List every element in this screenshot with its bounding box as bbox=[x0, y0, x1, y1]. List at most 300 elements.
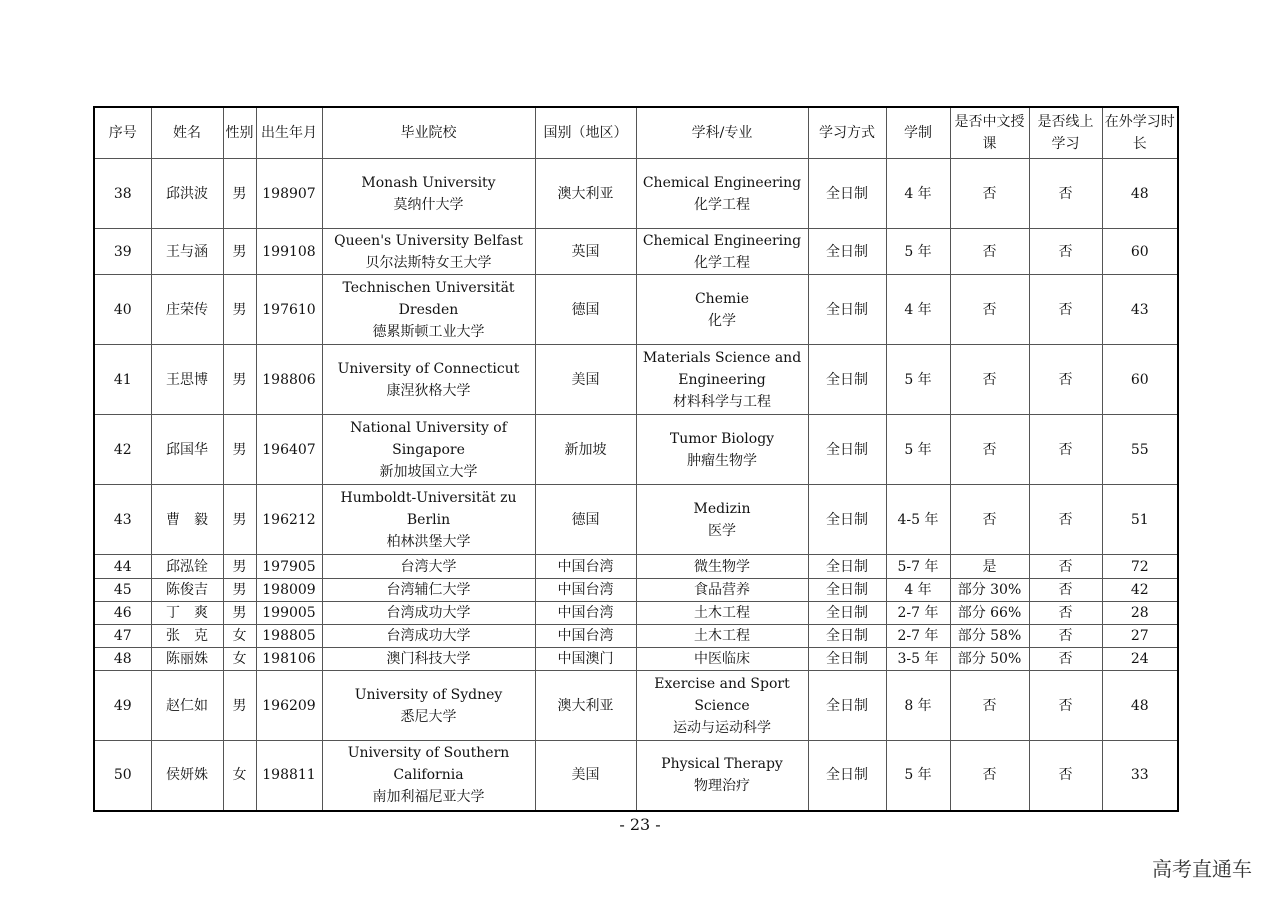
cell-months bbox=[1102, 625, 1178, 648]
cell-gender bbox=[223, 625, 256, 648]
cell-line: 男 bbox=[232, 371, 247, 388]
cell-line: 中国台湾 bbox=[557, 628, 614, 644]
cell-chinese bbox=[950, 602, 1029, 625]
cell-duration bbox=[886, 229, 950, 275]
header-country bbox=[535, 107, 636, 159]
cell-online bbox=[1029, 415, 1102, 485]
cell-line: 美国 bbox=[571, 371, 600, 388]
cell-major bbox=[636, 648, 808, 671]
cell-line: 中国台湾 bbox=[557, 582, 614, 598]
cell-gender bbox=[223, 602, 256, 625]
cell-duration bbox=[886, 625, 950, 648]
cell-school bbox=[322, 741, 535, 811]
cell-line: 女 bbox=[232, 651, 247, 667]
cell-line: 中医临床 bbox=[694, 651, 750, 667]
cell-school bbox=[322, 229, 535, 275]
cell-major bbox=[636, 275, 808, 345]
data-table bbox=[93, 106, 1179, 812]
cell-line: 土木工程 bbox=[694, 605, 750, 621]
cell-name bbox=[151, 275, 223, 345]
cell-chinese bbox=[950, 648, 1029, 671]
cell-line: 曹 毅 bbox=[166, 511, 208, 528]
cell-line: 在外学 bbox=[1104, 114, 1147, 130]
cell-major bbox=[636, 671, 808, 741]
cell-line: 毕业院校 bbox=[400, 125, 457, 141]
cell-line: 英国 bbox=[571, 243, 600, 260]
cell-line: 否 bbox=[1058, 605, 1073, 621]
cell-mode bbox=[808, 648, 886, 671]
cell-duration bbox=[886, 648, 950, 671]
cell-line: 肿瘤生物学 bbox=[687, 452, 757, 469]
cell-line: 否 bbox=[1058, 185, 1073, 202]
cell-line: 南加利福尼亚大学 bbox=[372, 789, 485, 806]
cell-line: 全日制 bbox=[826, 582, 868, 598]
cell-line: 王思博 bbox=[166, 371, 208, 388]
cell-line: 199108 bbox=[262, 243, 316, 260]
cell-birth bbox=[256, 741, 322, 811]
cell-line: 化学工程 bbox=[694, 254, 750, 271]
cell-line: 中国台湾 bbox=[557, 605, 614, 621]
cell-line: University of Sydney bbox=[354, 686, 503, 703]
cell-line: 4 年 bbox=[904, 185, 932, 202]
cell-line: Singapore bbox=[392, 441, 465, 458]
cell-no bbox=[94, 741, 151, 811]
cell-major bbox=[636, 485, 808, 555]
table-row bbox=[94, 555, 1178, 579]
header-birth bbox=[256, 107, 322, 159]
cell-school bbox=[322, 555, 535, 579]
cell-line: Tumor Biology bbox=[669, 430, 775, 447]
cell-line: Queen's University Belfast bbox=[334, 232, 523, 249]
cell-country bbox=[535, 555, 636, 579]
cell-months bbox=[1102, 671, 1178, 741]
cell-line: 50 bbox=[113, 767, 132, 784]
cell-line: 46 bbox=[113, 605, 132, 621]
cell-line: 台湾大学 bbox=[400, 558, 457, 575]
cell-months bbox=[1102, 229, 1178, 275]
cell-line: 5 年 bbox=[904, 767, 932, 784]
cell-country bbox=[535, 159, 636, 229]
cell-no bbox=[94, 159, 151, 229]
cell-line: 199005 bbox=[262, 605, 316, 621]
cell-line: 47 bbox=[113, 628, 132, 644]
cell-line: 198009 bbox=[262, 582, 316, 598]
cell-line: 4-5 年 bbox=[897, 511, 939, 528]
table-row bbox=[94, 485, 1178, 555]
cell-major bbox=[636, 415, 808, 485]
table-row bbox=[94, 229, 1178, 275]
cell-line: 否 bbox=[1058, 243, 1073, 260]
cell-line: 微生物学 bbox=[694, 558, 750, 575]
cell-line: 全日制 bbox=[826, 558, 868, 575]
table-row bbox=[94, 345, 1178, 415]
cell-birth bbox=[256, 415, 322, 485]
cell-gender bbox=[223, 648, 256, 671]
cell-months bbox=[1102, 415, 1178, 485]
cell-name bbox=[151, 555, 223, 579]
cell-line: 否 bbox=[1058, 301, 1073, 318]
cell-line: 男 bbox=[232, 301, 247, 318]
cell-line: 邱泓铨 bbox=[166, 558, 208, 575]
cell-line: 侯妍姝 bbox=[166, 767, 208, 784]
cell-line: 全日制 bbox=[826, 697, 868, 714]
cell-mode bbox=[808, 625, 886, 648]
header-major bbox=[636, 107, 808, 159]
cell-line: 男 bbox=[232, 605, 247, 621]
cell-line: 196209 bbox=[262, 697, 316, 714]
cell-line: 赵仁如 bbox=[166, 697, 208, 714]
cell-no bbox=[94, 345, 151, 415]
cell-line: 男 bbox=[232, 243, 247, 260]
cell-line: 食品营养 bbox=[694, 582, 750, 598]
cell-line: 否 bbox=[982, 697, 997, 714]
cell-line: 张 克 bbox=[166, 628, 208, 644]
cell-birth bbox=[256, 159, 322, 229]
cell-months bbox=[1102, 602, 1178, 625]
cell-school bbox=[322, 602, 535, 625]
cell-no bbox=[94, 555, 151, 579]
cell-line: 部分 58% bbox=[957, 628, 1022, 644]
cell-months bbox=[1102, 741, 1178, 811]
cell-chinese bbox=[950, 275, 1029, 345]
cell-name bbox=[151, 579, 223, 602]
cell-line: 化学 bbox=[708, 312, 736, 329]
header-chinese-taught bbox=[950, 107, 1029, 159]
cell-duration bbox=[886, 579, 950, 602]
page-number: - 23 - bbox=[619, 815, 661, 834]
cell-line: 王与涵 bbox=[166, 243, 208, 260]
cell-school bbox=[322, 345, 535, 415]
cell-birth bbox=[256, 345, 322, 415]
cell-line: 材料科学与工程 bbox=[673, 393, 771, 410]
table-body bbox=[94, 159, 1178, 811]
cell-birth bbox=[256, 648, 322, 671]
table-row bbox=[94, 159, 1178, 229]
cell-line: Engineering bbox=[678, 371, 766, 388]
header-online bbox=[1029, 107, 1102, 159]
cell-school bbox=[322, 625, 535, 648]
cell-chinese bbox=[950, 485, 1029, 555]
cell-line: 文授课 bbox=[982, 114, 1025, 152]
cell-duration bbox=[886, 159, 950, 229]
cell-line: National University of bbox=[350, 419, 507, 436]
cell-country bbox=[535, 741, 636, 811]
cell-line: 女 bbox=[232, 628, 247, 644]
cell-line: 60 bbox=[1130, 371, 1149, 388]
cell-line: 45 bbox=[113, 582, 132, 598]
cell-line: 40 bbox=[113, 301, 132, 318]
cell-online bbox=[1029, 579, 1102, 602]
cell-line: 男 bbox=[232, 697, 247, 714]
cell-line: Medizin bbox=[693, 500, 751, 517]
cell-birth bbox=[256, 229, 322, 275]
cell-line: 49 bbox=[113, 697, 132, 714]
cell-line: 台湾成功大学 bbox=[386, 628, 471, 644]
cell-mode bbox=[808, 345, 886, 415]
cell-birth bbox=[256, 485, 322, 555]
cell-line: 全日制 bbox=[826, 628, 868, 644]
cell-school bbox=[322, 415, 535, 485]
cell-line: 是否中 bbox=[954, 114, 997, 130]
cell-no bbox=[94, 671, 151, 741]
cell-months bbox=[1102, 345, 1178, 415]
cell-chinese bbox=[950, 741, 1029, 811]
cell-line: 男 bbox=[232, 185, 247, 202]
cell-line: 198907 bbox=[262, 185, 316, 202]
cell-months bbox=[1102, 275, 1178, 345]
cell-line: 196407 bbox=[262, 441, 316, 458]
cell-line: 姓名 bbox=[173, 125, 201, 141]
cell-line: 方式 bbox=[847, 125, 875, 141]
cell-country bbox=[535, 229, 636, 275]
cell-name bbox=[151, 345, 223, 415]
cell-line: 197905 bbox=[262, 558, 316, 575]
cell-line: 全日制 bbox=[826, 605, 868, 621]
cell-line: 物理治疗 bbox=[694, 778, 750, 795]
cell-line: Science bbox=[694, 697, 750, 714]
cell-duration bbox=[886, 485, 950, 555]
cell-line: 否 bbox=[1058, 441, 1073, 458]
cell-line: 42 bbox=[1130, 582, 1149, 598]
cell-online bbox=[1029, 555, 1102, 579]
cell-no bbox=[94, 415, 151, 485]
cell-line: 全日制 bbox=[826, 767, 868, 784]
cell-gender bbox=[223, 275, 256, 345]
cell-gender bbox=[223, 741, 256, 811]
cell-online bbox=[1029, 741, 1102, 811]
cell-line: 别 bbox=[239, 125, 254, 141]
cell-line: 2-7 年 bbox=[897, 605, 939, 621]
cell-line: 48 bbox=[113, 651, 132, 667]
cell-line: University of Connecticut bbox=[337, 360, 520, 377]
cell-line: Materials Science and bbox=[642, 349, 802, 366]
header-months-abroad bbox=[1102, 107, 1178, 159]
cell-line: 德国 bbox=[571, 511, 600, 528]
cell-major bbox=[636, 602, 808, 625]
cell-no bbox=[94, 602, 151, 625]
cell-line: Technischen Universität bbox=[342, 279, 515, 296]
cell-line: Humboldt-Universität zu bbox=[340, 489, 517, 506]
cell-line: 台湾成功大学 bbox=[386, 605, 471, 621]
cell-major bbox=[636, 555, 808, 579]
cell-line: 72 bbox=[1130, 558, 1149, 575]
cell-country bbox=[535, 415, 636, 485]
cell-online bbox=[1029, 485, 1102, 555]
cell-line: 197610 bbox=[262, 301, 316, 318]
table-row bbox=[94, 579, 1178, 602]
table-row bbox=[94, 671, 1178, 741]
cell-line: 德累斯顿工业大学 bbox=[372, 323, 485, 340]
cell-no bbox=[94, 485, 151, 555]
cell-line: 悉尼大学 bbox=[400, 708, 457, 725]
cell-line: 陈丽姝 bbox=[166, 651, 208, 667]
cell-line: 8 年 bbox=[904, 697, 932, 714]
cell-line: 男 bbox=[232, 441, 247, 458]
cell-gender bbox=[223, 159, 256, 229]
cell-line: 国别（地区） bbox=[543, 125, 628, 141]
cell-line: 学制 bbox=[904, 125, 932, 141]
cell-line: 学习 bbox=[819, 125, 847, 141]
cell-line: 新加坡国立大学 bbox=[379, 463, 478, 480]
cell-line: 27 bbox=[1130, 628, 1149, 644]
cell-line: Chemical Engineering bbox=[642, 174, 802, 191]
table-row bbox=[94, 741, 1178, 811]
cell-country bbox=[535, 602, 636, 625]
cell-mode bbox=[808, 579, 886, 602]
cell-line: 28 bbox=[1130, 605, 1149, 621]
cell-country bbox=[535, 485, 636, 555]
cell-line: 否 bbox=[982, 767, 997, 784]
cell-name bbox=[151, 602, 223, 625]
cell-line: 4 年 bbox=[904, 301, 932, 318]
cell-line: Exercise and Sport bbox=[654, 675, 790, 692]
cell-line: 化学工程 bbox=[694, 196, 750, 213]
cell-name bbox=[151, 625, 223, 648]
cell-line: 全日制 bbox=[826, 301, 868, 318]
cell-line: Dresden bbox=[398, 301, 459, 318]
cell-line: 柏林洪堡大学 bbox=[386, 533, 471, 550]
cell-online bbox=[1029, 229, 1102, 275]
header-duration bbox=[886, 107, 950, 159]
cell-line: 全日制 bbox=[826, 441, 868, 458]
table-row bbox=[94, 415, 1178, 485]
cell-online bbox=[1029, 648, 1102, 671]
cell-gender bbox=[223, 555, 256, 579]
cell-mode bbox=[808, 555, 886, 579]
cell-line: 是 bbox=[982, 558, 997, 575]
cell-name bbox=[151, 415, 223, 485]
cell-months bbox=[1102, 579, 1178, 602]
cell-line: 土木工程 bbox=[694, 628, 750, 644]
cell-online bbox=[1029, 275, 1102, 345]
cell-line: 否 bbox=[982, 301, 997, 318]
cell-line: 否 bbox=[1058, 371, 1073, 388]
cell-no bbox=[94, 648, 151, 671]
cell-no bbox=[94, 625, 151, 648]
cell-line: 上学习 bbox=[1051, 114, 1094, 152]
cell-major bbox=[636, 345, 808, 415]
cell-chinese bbox=[950, 579, 1029, 602]
cell-line: 邱国华 bbox=[166, 441, 208, 458]
cell-line: 德国 bbox=[571, 301, 600, 318]
cell-name bbox=[151, 648, 223, 671]
cell-online bbox=[1029, 602, 1102, 625]
cell-line: 60 bbox=[1130, 243, 1149, 260]
table-row bbox=[94, 602, 1178, 625]
cell-line: 男 bbox=[232, 582, 247, 598]
cell-country bbox=[535, 671, 636, 741]
cell-line: 196212 bbox=[262, 511, 316, 528]
cell-months bbox=[1102, 159, 1178, 229]
cell-line: 男 bbox=[232, 511, 247, 528]
cell-online bbox=[1029, 671, 1102, 741]
cell-line: 莫纳什大学 bbox=[393, 196, 464, 213]
cell-duration bbox=[886, 415, 950, 485]
cell-chinese bbox=[950, 345, 1029, 415]
cell-line: 48 bbox=[1130, 185, 1149, 202]
cell-school bbox=[322, 275, 535, 345]
cell-line: 全日制 bbox=[826, 651, 868, 667]
cell-line: 43 bbox=[1130, 301, 1149, 318]
cell-duration bbox=[886, 671, 950, 741]
cell-line: 4 年 bbox=[904, 582, 932, 598]
cell-school bbox=[322, 159, 535, 229]
cell-line: 48 bbox=[1130, 697, 1149, 714]
cell-line: 5 年 bbox=[904, 371, 932, 388]
cell-gender bbox=[223, 485, 256, 555]
cell-line: Berlin bbox=[406, 511, 451, 528]
cell-line: 邱洪波 bbox=[166, 185, 208, 202]
cell-months bbox=[1102, 555, 1178, 579]
header-study-mode bbox=[808, 107, 886, 159]
cell-line: 5-7 年 bbox=[897, 558, 939, 575]
cell-chinese bbox=[950, 229, 1029, 275]
cell-line: 澳门科技大学 bbox=[386, 651, 471, 667]
cell-country bbox=[535, 648, 636, 671]
cell-school bbox=[322, 671, 535, 741]
cell-line: 部分 30% bbox=[957, 582, 1022, 598]
cell-major bbox=[636, 229, 808, 275]
cell-line: 否 bbox=[982, 511, 997, 528]
cell-line: Monash University bbox=[361, 174, 496, 191]
cell-line: 否 bbox=[982, 371, 997, 388]
cell-birth bbox=[256, 671, 322, 741]
table-row bbox=[94, 275, 1178, 345]
cell-duration bbox=[886, 345, 950, 415]
cell-duration bbox=[886, 602, 950, 625]
cell-chinese bbox=[950, 625, 1029, 648]
cell-line: 中国台湾 bbox=[557, 558, 614, 575]
cell-duration bbox=[886, 741, 950, 811]
cell-line: 序号 bbox=[108, 125, 137, 141]
cell-line: California bbox=[393, 767, 464, 784]
cell-line: 中国澳门 bbox=[557, 651, 614, 667]
cell-duration bbox=[886, 555, 950, 579]
cell-line: 全日制 bbox=[826, 185, 868, 202]
cell-months bbox=[1102, 648, 1178, 671]
cell-line: 否 bbox=[1058, 558, 1073, 575]
cell-chinese bbox=[950, 415, 1029, 485]
cell-country bbox=[535, 625, 636, 648]
cell-line: 2-7 年 bbox=[897, 628, 939, 644]
cell-line: 198806 bbox=[262, 371, 316, 388]
cell-name bbox=[151, 741, 223, 811]
cell-line: 55 bbox=[1130, 441, 1149, 458]
cell-line: 39 bbox=[113, 243, 132, 260]
cell-gender bbox=[223, 671, 256, 741]
cell-line: Chemie bbox=[694, 290, 750, 307]
cell-line: 性 bbox=[225, 125, 240, 141]
cell-line: 5 年 bbox=[904, 243, 932, 260]
cell-line: 否 bbox=[982, 441, 997, 458]
cell-line: 否 bbox=[1058, 582, 1073, 598]
cell-mode bbox=[808, 275, 886, 345]
cell-birth bbox=[256, 625, 322, 648]
cell-school bbox=[322, 485, 535, 555]
cell-name bbox=[151, 159, 223, 229]
cell-line: 否 bbox=[1058, 628, 1073, 644]
cell-line: 学科/专业 bbox=[691, 125, 753, 141]
cell-line: 台湾辅仁大学 bbox=[386, 582, 471, 598]
cell-line: 198811 bbox=[262, 767, 316, 784]
cell-line: Chemical Engineering bbox=[642, 232, 802, 249]
cell-major bbox=[636, 625, 808, 648]
cell-gender bbox=[223, 345, 256, 415]
cell-line: 否 bbox=[1058, 651, 1073, 667]
cell-online bbox=[1029, 345, 1102, 415]
cell-mode bbox=[808, 415, 886, 485]
cell-line: 庄荣传 bbox=[166, 301, 208, 318]
